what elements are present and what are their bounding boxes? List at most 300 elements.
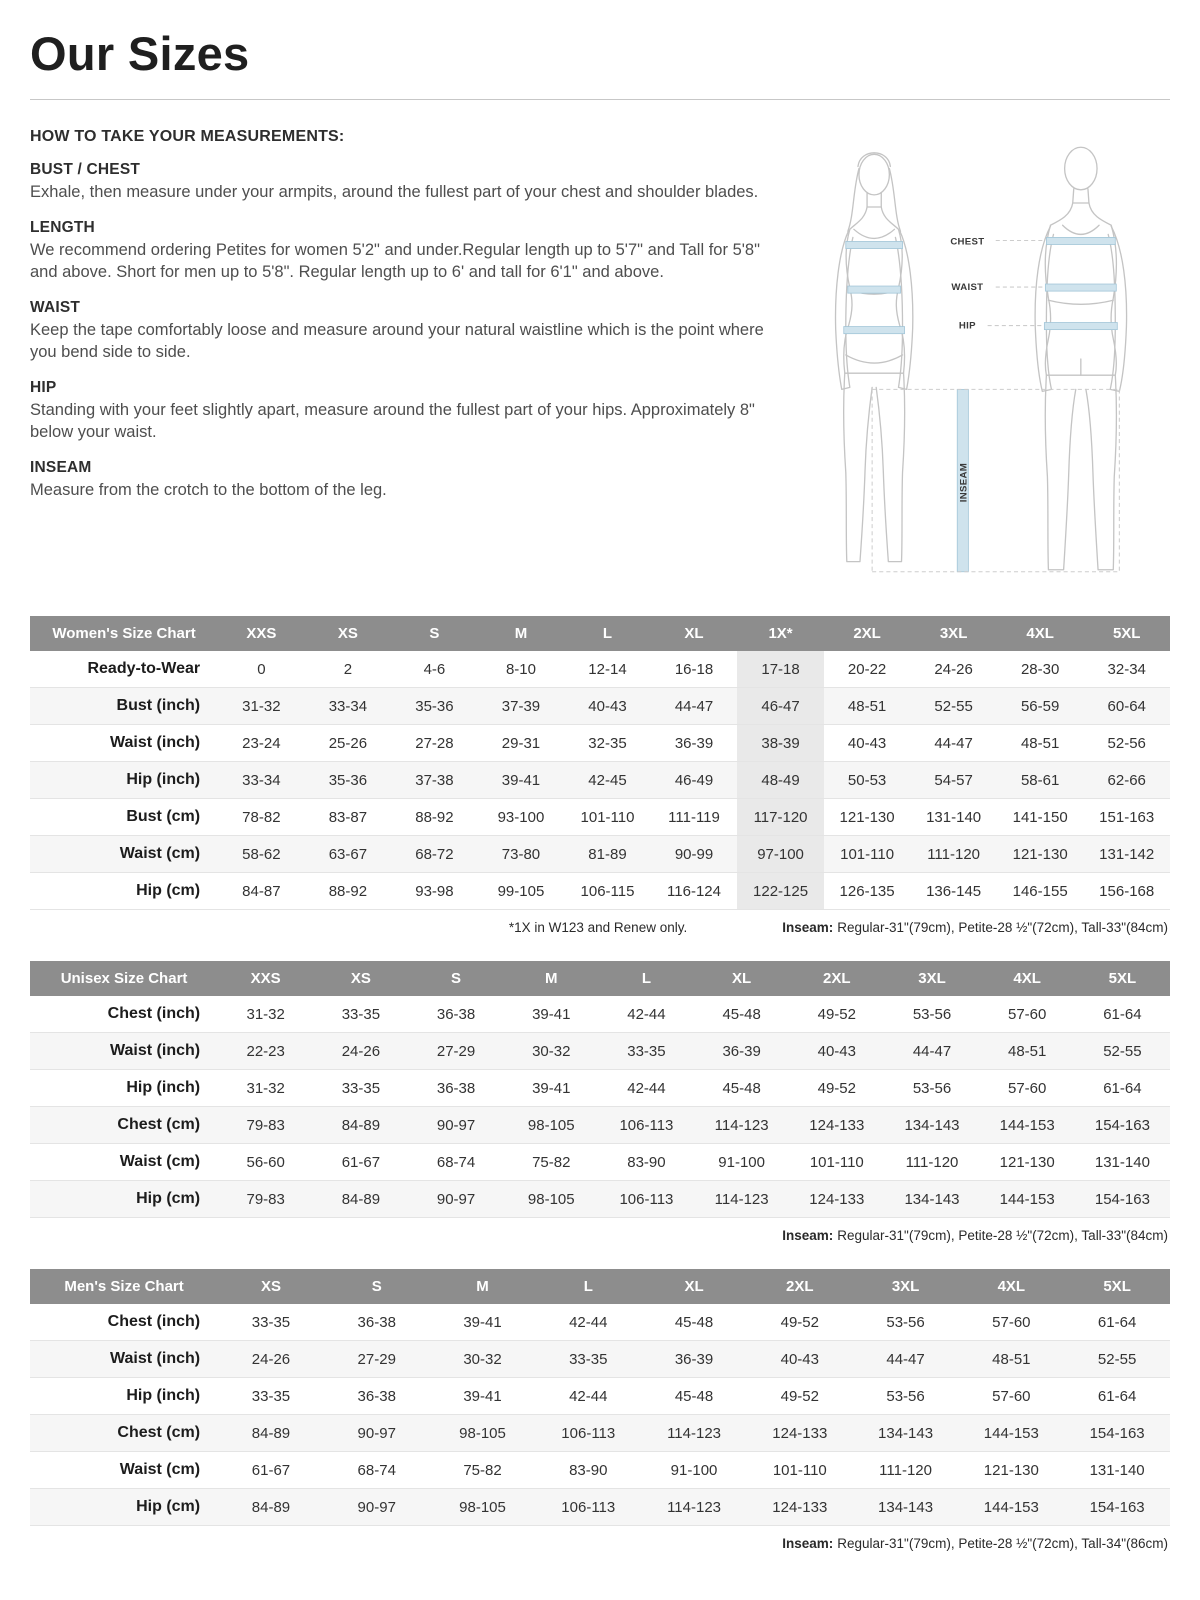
- size-cell: 106-113: [619, 1190, 674, 1208]
- size-cell: 58-62: [242, 845, 281, 863]
- row-label: Hip (inch): [126, 771, 201, 789]
- male-chest-band: [1046, 237, 1115, 244]
- size-cell: 35-36: [415, 697, 454, 715]
- footnote-1x: *1X in W123 and Renew only.: [508, 920, 688, 936]
- size-cell: 45-48: [722, 1005, 761, 1023]
- table-row: [30, 873, 1170, 910]
- table-row: [30, 1181, 1170, 1218]
- size-cell: 16-18: [674, 660, 714, 678]
- row-label: Waist (cm): [119, 1461, 201, 1479]
- size-cell: 53-56: [886, 1313, 925, 1331]
- size-cell: 45-48: [722, 1079, 761, 1097]
- size-cell: 50-53: [847, 771, 887, 789]
- size-cell: 17-18: [737, 651, 824, 688]
- inseam-note-label: Inseam:: [782, 1536, 834, 1552]
- column-header: 4XL: [958, 1269, 1064, 1304]
- column-header: S: [324, 1269, 430, 1304]
- size-cell: 56-59: [1020, 697, 1060, 715]
- womens-chart-notes: [32, 920, 1168, 935]
- measurements-section: [30, 126, 1170, 604]
- size-cell: 83-90: [627, 1153, 666, 1171]
- section-label: LENGTH: [30, 218, 95, 236]
- size-cell: 154-163: [1094, 1190, 1150, 1208]
- size-cell: 27-29: [436, 1042, 476, 1060]
- table-row: [30, 1144, 1170, 1181]
- size-cell: 68-72: [415, 845, 454, 863]
- womens-size-chart-section: [30, 616, 1170, 935]
- size-cell: 101-110: [809, 1153, 864, 1171]
- size-cell: 48-51: [1020, 734, 1060, 752]
- size-cell: 40-43: [847, 734, 887, 752]
- column-header: XXS: [218, 616, 305, 651]
- column-header: 3XL: [853, 1269, 959, 1304]
- size-cell: 38-39: [737, 725, 824, 762]
- size-cell: 98-105: [527, 1190, 575, 1208]
- size-cell: 22-23: [246, 1042, 285, 1060]
- column-header: XXS: [218, 961, 313, 996]
- size-cell: 131-142: [1099, 845, 1155, 863]
- size-cell: 42-44: [627, 1005, 666, 1023]
- column-header: S: [408, 961, 503, 996]
- row-label: Chest (inch): [107, 1005, 201, 1023]
- size-cell: 42-45: [588, 771, 627, 789]
- size-cell: 39-41: [532, 1079, 571, 1097]
- size-cell: 75-82: [463, 1461, 502, 1479]
- size-cell: 29-31: [501, 734, 541, 752]
- size-cell: 154-163: [1089, 1498, 1145, 1516]
- section-text: Measure from the crotch to the bottom of the leg.: [30, 480, 387, 499]
- body-measurement-figure: [785, 128, 1170, 604]
- size-cell: 33-35: [251, 1387, 291, 1405]
- inseam-label: INSEAM: [958, 462, 970, 503]
- table-row: [30, 1070, 1170, 1107]
- size-cell: 124-133: [772, 1498, 828, 1516]
- size-cell: 98-105: [459, 1424, 506, 1442]
- size-cell: 111-120: [927, 845, 981, 863]
- column-header: 2XL: [824, 616, 911, 651]
- size-cell: 75-82: [532, 1153, 571, 1171]
- size-cell: 126-135: [839, 882, 895, 900]
- size-cell: 144-153: [999, 1190, 1055, 1208]
- inseam-note-text: Regular-31"(79cm), Petite-28 ½"(72cm), Tall-33"(84cm): [837, 920, 1168, 936]
- size-cell: 33-34: [242, 771, 281, 789]
- column-header: 5XL: [1083, 616, 1170, 651]
- size-cell: 79-83: [246, 1116, 285, 1134]
- column-header: L: [599, 961, 694, 996]
- column-header: XS: [313, 961, 408, 996]
- row-label: Bust (inch): [116, 697, 201, 715]
- row-label: Chest (cm): [117, 1116, 201, 1134]
- size-cell: 33-35: [627, 1042, 666, 1060]
- size-cell: 46-47: [737, 688, 824, 725]
- size-cell: 90-99: [674, 845, 714, 863]
- column-header: L: [535, 1269, 641, 1304]
- size-cell: 101-110: [580, 808, 635, 826]
- size-cell: 44-47: [674, 697, 714, 715]
- table-row: [30, 725, 1170, 762]
- table-row: [30, 1304, 1170, 1341]
- size-cell: 134-143: [904, 1190, 960, 1208]
- size-cell: 24-26: [251, 1350, 291, 1368]
- table-row: [30, 1452, 1170, 1489]
- section-text: Standing with your feet slightly apart, measure around the fullest part of your hips. Approximately 8" below your waist.: [30, 400, 755, 441]
- row-label: Hip (cm): [136, 1190, 201, 1208]
- measurement-section-bust-chest: [30, 161, 767, 204]
- size-cell: 106-113: [561, 1424, 616, 1442]
- size-cell: 58-61: [1020, 771, 1060, 789]
- column-header: 3XL: [910, 616, 997, 651]
- size-cell: 48-49: [737, 762, 824, 799]
- size-cell: 61-67: [341, 1153, 381, 1171]
- size-cell: 49-52: [817, 1079, 856, 1097]
- size-cell: 49-52: [817, 1005, 856, 1023]
- instructions-heading: HOW TO TAKE YOUR MEASUREMENTS:: [30, 128, 345, 145]
- size-cell: 91-100: [670, 1461, 718, 1479]
- measurement-instructions: [30, 126, 767, 604]
- column-header: 2XL: [789, 961, 884, 996]
- size-cell: 53-56: [912, 1079, 952, 1097]
- female-waist-band: [848, 286, 901, 293]
- size-cell: 93-100: [497, 808, 545, 826]
- size-cell: 146-155: [1012, 882, 1068, 900]
- size-cell: 36-38: [357, 1313, 396, 1331]
- size-cell: 44-47: [934, 734, 973, 752]
- size-cell: 24-26: [934, 660, 973, 678]
- measurement-diagram: [785, 126, 1170, 604]
- table-row: [30, 1033, 1170, 1070]
- size-cell: 35-36: [328, 771, 368, 789]
- size-cell: 121-130: [1012, 845, 1068, 863]
- table-row: [30, 799, 1170, 836]
- size-cell: 53-56: [886, 1387, 925, 1405]
- size-cell: 91-100: [718, 1153, 765, 1171]
- size-cell: 45-48: [674, 1313, 714, 1331]
- size-cell: 60-64: [1107, 697, 1146, 715]
- table-title: Women's Size Chart: [30, 616, 218, 651]
- size-cell: 90-97: [436, 1190, 476, 1208]
- size-cell: 124-133: [809, 1190, 865, 1208]
- size-cell: 122-125: [737, 873, 824, 910]
- hip-label: HIP: [958, 320, 976, 332]
- size-cell: 57-60: [1008, 1005, 1047, 1023]
- size-cell: 36-38: [436, 1079, 476, 1097]
- row-label: Hip (inch): [126, 1079, 201, 1097]
- size-cell: 57-60: [992, 1387, 1031, 1405]
- row-label: Waist (inch): [110, 1042, 201, 1060]
- row-label: Chest (inch): [107, 1313, 201, 1331]
- size-cell: 111-120: [905, 1153, 959, 1171]
- size-cell: 106-115: [580, 882, 635, 900]
- size-cell: 114-123: [667, 1498, 721, 1516]
- size-cell: 46-49: [674, 771, 714, 789]
- section-text: Keep the tape comfortably loose and measure around your natural waistline which is the point where you bend side to side.: [30, 320, 764, 361]
- section-text: Exhale, then measure under your armpits, around the fullest part of your chest and shoulder blades.: [30, 183, 759, 201]
- size-cell: 36-39: [674, 734, 714, 752]
- unisex-chart-notes: [32, 1228, 1168, 1243]
- section-text: We recommend ordering Petites for women 5'2" and under.Regular length up to 5'7" and Tall for 5'8" and above. Short for men up to 5'8". Regular length up to 6' and tall for 6'1" and above.: [30, 240, 760, 281]
- size-cell: 84-87: [242, 882, 281, 900]
- size-cell: 48-51: [992, 1350, 1031, 1368]
- size-cell: 78-82: [242, 808, 281, 826]
- table-row: [30, 1341, 1170, 1378]
- section-label: HIP: [30, 378, 57, 396]
- size-cell: 30-32: [532, 1042, 571, 1060]
- size-cell: 144-153: [983, 1424, 1039, 1442]
- size-cell: 25-26: [328, 734, 368, 752]
- size-cell: 28-30: [1020, 660, 1060, 678]
- size-cell: 39-41: [463, 1313, 502, 1331]
- size-cell: 106-113: [619, 1116, 674, 1134]
- size-cell: 114-123: [714, 1190, 769, 1208]
- size-cell: 42-44: [569, 1387, 608, 1405]
- size-charts: [30, 616, 1170, 1551]
- size-cell: 98-105: [527, 1116, 575, 1134]
- table-row: [30, 762, 1170, 799]
- size-cell: 63-67: [328, 845, 368, 863]
- female-head-outline: [859, 154, 889, 195]
- size-cell: 88-92: [415, 808, 454, 826]
- male-waist-band: [1045, 284, 1116, 291]
- size-cell: 124-133: [809, 1116, 865, 1134]
- column-header: 4XL: [980, 961, 1075, 996]
- size-cell: 0: [257, 660, 266, 678]
- size-cell: 121-130: [839, 808, 895, 826]
- inseam-note-text: Regular-31"(79cm), Petite-28 ½"(72cm), Tall-33"(84cm): [837, 1228, 1168, 1244]
- size-cell: 84-89: [341, 1116, 381, 1134]
- size-cell: 111-120: [879, 1461, 932, 1479]
- size-cell: 36-39: [722, 1042, 761, 1060]
- measurement-section-inseam: [30, 459, 767, 502]
- size-cell: 73-80: [501, 845, 541, 863]
- male-hip-band: [1044, 323, 1117, 330]
- column-header: 2XL: [747, 1269, 853, 1304]
- table-row: [30, 1378, 1170, 1415]
- size-cell: 90-97: [436, 1116, 476, 1134]
- waist-label: WAIST: [951, 282, 984, 294]
- size-cell: 134-143: [878, 1424, 934, 1442]
- size-cell: 39-41: [532, 1005, 571, 1023]
- column-header: M: [504, 961, 599, 996]
- size-cell: 57-60: [992, 1313, 1031, 1331]
- size-cell: 23-24: [242, 734, 281, 752]
- size-cell: 36-39: [674, 1350, 714, 1368]
- size-cell: 83-90: [569, 1461, 608, 1479]
- row-label: Waist (cm): [119, 845, 201, 863]
- column-header: XL: [641, 1269, 747, 1304]
- size-cell: 131-140: [1094, 1153, 1150, 1171]
- mens-size-chart-section: [30, 1269, 1170, 1551]
- size-cell: 136-145: [926, 882, 982, 900]
- size-cell: 61-64: [1097, 1313, 1137, 1331]
- size-cell: 30-32: [463, 1350, 502, 1368]
- row-label: Waist (cm): [119, 1153, 201, 1171]
- size-cell: 141-150: [1012, 808, 1068, 826]
- size-cell: 68-74: [436, 1153, 476, 1171]
- size-cell: 68-74: [357, 1461, 396, 1479]
- size-cell: 61-64: [1097, 1387, 1137, 1405]
- size-cell: 40-43: [817, 1042, 856, 1060]
- female-chest-band: [846, 241, 903, 248]
- size-cell: 12-14: [588, 660, 627, 678]
- size-cell: 33-35: [341, 1079, 381, 1097]
- measurement-section-waist: [30, 299, 767, 364]
- size-cell: 121-130: [983, 1461, 1039, 1479]
- size-cell: 53-56: [912, 1005, 952, 1023]
- size-cell: 36-38: [357, 1387, 396, 1405]
- row-label: Ready-to-Wear: [87, 660, 201, 678]
- size-cell: 134-143: [904, 1116, 960, 1134]
- table-row: [30, 1489, 1170, 1526]
- title-divider: [30, 99, 1170, 100]
- size-cell: 99-105: [497, 882, 545, 900]
- size-cell: 124-133: [772, 1424, 828, 1442]
- table-row: [30, 996, 1170, 1033]
- size-cell: 54-57: [934, 771, 973, 789]
- column-header: 4XL: [997, 616, 1084, 651]
- size-cell: 39-41: [501, 771, 541, 789]
- inseam-note-label: Inseam:: [782, 920, 834, 936]
- female-hip-band: [844, 327, 905, 334]
- size-cell: 156-168: [1099, 882, 1155, 900]
- size-cell: 62-66: [1107, 771, 1146, 789]
- table-row: [30, 1107, 1170, 1144]
- size-cell: 144-153: [983, 1498, 1039, 1516]
- size-cell: 42-44: [569, 1313, 608, 1331]
- column-header: M: [478, 616, 565, 651]
- size-cell: 49-52: [780, 1387, 819, 1405]
- size-cell: 52-55: [1097, 1350, 1137, 1368]
- section-label: BUST / CHEST: [30, 161, 141, 178]
- size-cell: 97-100: [737, 836, 824, 873]
- table-title: Unisex Size Chart: [30, 961, 218, 996]
- size-cell: 61-67: [251, 1461, 291, 1479]
- size-cell: 134-143: [878, 1498, 934, 1516]
- womens-size-chart-table: [30, 616, 1170, 910]
- size-cell: 117-120: [737, 799, 824, 836]
- column-header: XS: [218, 1269, 324, 1304]
- size-cell: 49-52: [780, 1313, 819, 1331]
- row-label: Chest (cm): [117, 1424, 201, 1442]
- size-cell: 37-38: [415, 771, 454, 789]
- size-cell: 144-153: [999, 1116, 1055, 1134]
- table-row: [30, 688, 1170, 725]
- measurement-section-length: [30, 219, 767, 284]
- size-cell: 33-35: [569, 1350, 608, 1368]
- chest-label: CHEST: [950, 236, 985, 248]
- size-cell: 131-140: [926, 808, 982, 826]
- size-cell: 57-60: [1008, 1079, 1047, 1097]
- row-label: Hip (cm): [136, 1498, 201, 1516]
- column-header: XL: [651, 616, 738, 651]
- column-header: M: [430, 1269, 536, 1304]
- size-cell: 61-64: [1103, 1079, 1142, 1097]
- row-label: Hip (inch): [126, 1387, 201, 1405]
- size-cell: 44-47: [886, 1350, 925, 1368]
- size-cell: 32-35: [588, 734, 627, 752]
- size-cell: 84-89: [251, 1424, 291, 1442]
- size-cell: 131-140: [1089, 1461, 1145, 1479]
- size-cell: 33-35: [341, 1005, 381, 1023]
- table-row: [30, 1415, 1170, 1452]
- section-label: INSEAM: [30, 458, 92, 476]
- table-title: Men's Size Chart: [30, 1269, 218, 1304]
- size-cell: 79-83: [246, 1190, 285, 1208]
- table-row: [30, 651, 1170, 688]
- size-cell: 101-110: [772, 1461, 827, 1479]
- column-header: 5XL: [1064, 1269, 1170, 1304]
- size-cell: 83-87: [328, 808, 368, 826]
- measurement-section-hip: [30, 379, 767, 444]
- header-row: [30, 1269, 1170, 1304]
- size-cell: 151-163: [1099, 808, 1155, 826]
- size-cell: 40-43: [588, 697, 627, 715]
- size-cell: 36-38: [436, 1005, 476, 1023]
- size-cell: 114-123: [714, 1116, 769, 1134]
- size-cell: 98-105: [459, 1498, 506, 1516]
- size-cell: 20-22: [847, 660, 887, 678]
- male-head-outline: [1065, 147, 1097, 190]
- size-cell: 114-123: [667, 1424, 721, 1442]
- inseam-note-label: Inseam:: [782, 1228, 834, 1244]
- size-cell: 84-89: [341, 1190, 381, 1208]
- inseam-note-text: Regular-31"(79cm), Petite-28 ½"(72cm), Tall-34"(86cm): [837, 1536, 1168, 1552]
- unisex-size-chart-table: [30, 961, 1170, 1218]
- row-label: Waist (inch): [110, 1350, 201, 1368]
- unisex-size-chart-section: [30, 961, 1170, 1243]
- size-cell: 111-119: [668, 808, 720, 826]
- size-cell: 27-28: [415, 734, 454, 752]
- size-cell: 84-89: [251, 1498, 291, 1516]
- size-cell: 90-97: [357, 1498, 396, 1516]
- size-cell: 154-163: [1089, 1424, 1145, 1442]
- size-cell: 45-48: [674, 1387, 714, 1405]
- size-cell: 31-32: [246, 1079, 285, 1097]
- size-cell: 33-35: [251, 1313, 291, 1331]
- size-cell: 24-26: [341, 1042, 381, 1060]
- size-cell: 31-32: [242, 697, 281, 715]
- inseam-note: [782, 1228, 1168, 1243]
- size-cell: 121-130: [999, 1153, 1055, 1171]
- mens-size-chart-table: [30, 1269, 1170, 1526]
- page-title: Our Sizes: [30, 27, 250, 80]
- size-cell: 39-41: [463, 1387, 502, 1405]
- size-cell: 33-34: [328, 697, 368, 715]
- size-cell: 81-89: [588, 845, 627, 863]
- column-header: 3XL: [884, 961, 979, 996]
- size-cell: 37-39: [501, 697, 541, 715]
- size-cell: 88-92: [328, 882, 368, 900]
- row-label: Hip (cm): [136, 882, 201, 900]
- header-row: [30, 616, 1170, 651]
- size-cell: 42-44: [627, 1079, 666, 1097]
- size-cell: 44-47: [912, 1042, 952, 1060]
- size-cell: 32-34: [1107, 660, 1146, 678]
- mens-chart-notes: [32, 1536, 1168, 1551]
- column-header: XS: [305, 616, 392, 651]
- size-cell: 116-124: [667, 882, 721, 900]
- inseam-note: [782, 1536, 1168, 1551]
- size-cell: 90-97: [357, 1424, 396, 1442]
- column-header: 5XL: [1075, 961, 1170, 996]
- column-header: XL: [694, 961, 789, 996]
- size-cell: 48-51: [1008, 1042, 1047, 1060]
- size-cell: 101-110: [840, 845, 895, 863]
- size-cell: 93-98: [415, 882, 454, 900]
- section-label: WAIST: [30, 298, 81, 316]
- column-header: L: [564, 616, 651, 651]
- size-cell: 8-10: [505, 660, 536, 678]
- table-row: [30, 836, 1170, 873]
